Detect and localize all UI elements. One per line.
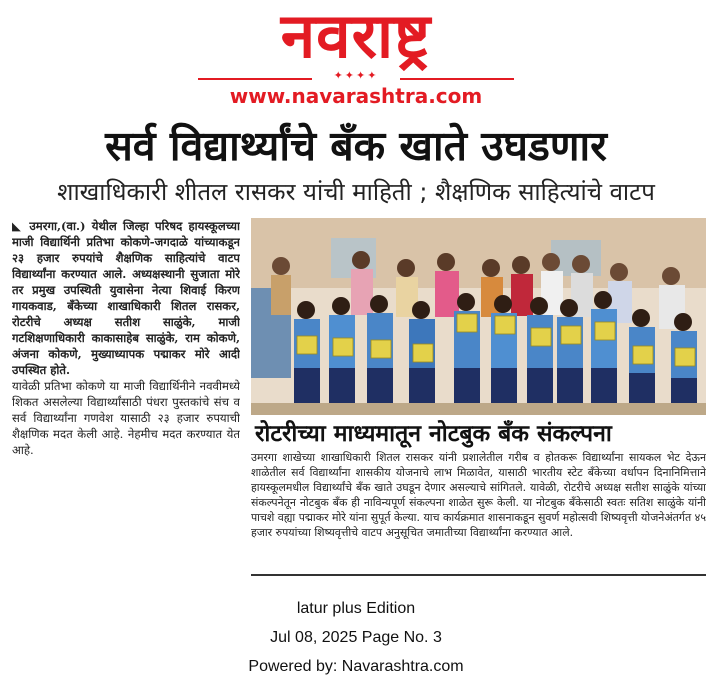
right-paragraph-1: उमरगा शाखेच्या शाखाधिकारी शितल रासकर यांनी प्रशालेतील गरीब व होतकरू विद्यार्थ्यांना सायकल भेट देऊन शाळेतील सर्व विद्यार्थ्यांना शासकीय योजनाचे लाभ मिळावेत, यासाठी भारतीय स्टेट बँकेच्या वर्धापन दिनानिमित्ताने हायस्कूलमधील विद्यार्थ्यांचे बँक खाते उघडून देणार असल्याचे सांगितले. यावेळी, रोटरीचे अध्यक्ष सतीश साळुंके यांच्या संकल्पनेतून नोटबुक बँक ही नाविन्यपूर्ण संकल्पना शाळेत सुरू केली. या नोटबुक बँकेसाठी स्वतः सतिश साळुंके यांनी पाचशे वह्या पद्माकर मोरे यांना सुपूर्त केल्या. याच कार्यक्रमात शासनाकडून सुवर्ण महोत्सवी शिष्यवृत्ती योजनेअंतर्गत ४५ हजार रुपयांच्या शिष्यवृत्तीचे वाटप अनुसूचित जमातीच्या विद्यार्थ्यांना करण्यात आले. — [251, 451, 706, 539]
powered-by-link[interactable]: Powered by: Navarashtra.com — [248, 658, 464, 675]
left-column-text — [12, 218, 240, 586]
logo-divider-left — [198, 78, 312, 80]
article-photo[interactable] — [251, 218, 706, 415]
edition-label: latur plus Edition — [296, 600, 416, 617]
story-heading: रोटरीच्या माध्यमातून नोटबुक बँक संकल्पना — [255, 421, 612, 447]
left-paragraph-1: ◣ उमरगा,(वा.) येथील जिल्हा परिषद हायस्कूलच्या माजी विद्यार्थिनी प्रतिभा कोकणे-जगदाळे यांच्याकडून २३ हजार रुपयांचे शैक्षणिक साहित्यांचे वाटप विद्यार्थ्यांना करण्यात आले. अध्यक्षस्थानी सुजाता मोरे तर प्रमुख उपस्थिती युवासेना नेत्या शिवाई किरण गायकवाड, बँकेच्या शाखाधिकारी शितल रासकर, रोटरीचे अध्यक्ष सतीश साळुंके, माजी गटशिक्षणाधिकारी काकासाहेब साळुंके, राम कोकणे, अंजना कोकणे, मुख्याध्यापक पद्माकर मोरे आदी उपस्थित होते. — [12, 219, 240, 377]
masthead — [0, 0, 712, 112]
left-paragraph-2: यावेळी प्रतिभा कोकणे या माजी विद्यार्थिनीने नववीमध्ये शिकत असलेल्या विद्यार्थ्यांसाठी पंधरा पुस्तकांचे संच व सर्व विद्यार्थ्यांना गणवेश यासाठी २३ हजार रुपयाची शैक्षणिक मदत केली आहे. नेहमीच मदत करण्यात येत आहे. — [12, 379, 240, 457]
article-subheadline: शाखाधिकारी शीतल रासकर यांची माहिती ; शैक्षणिक साहित्यांचे वाटप — [57, 178, 655, 206]
logo-divider-right — [400, 78, 514, 80]
newspaper-logo[interactable]: नवराष्ट्र — [280, 0, 432, 72]
group-photo-students-icon — [251, 218, 706, 415]
right-column-text — [251, 450, 706, 572]
logo-stars: ✦✦✦✦ — [333, 69, 379, 82]
article-headline: सर्व विद्यार्थ्यांचे बँक खाते उघडणार — [105, 122, 607, 170]
website-link[interactable]: www.navarashtra.com — [229, 84, 483, 108]
date-page-label: Jul 08, 2025 Page No. 3 — [270, 629, 442, 646]
article-bottom-rule — [251, 574, 706, 576]
